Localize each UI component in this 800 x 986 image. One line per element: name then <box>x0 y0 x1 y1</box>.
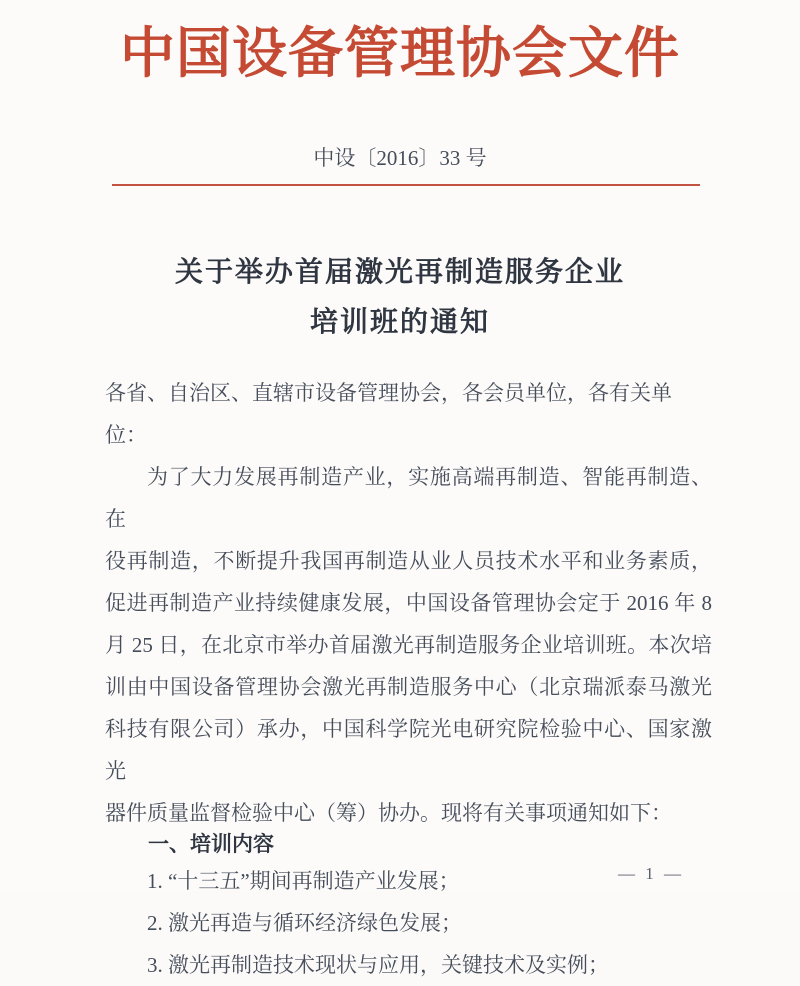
text-line: 科技有限公司）承办，中国科学院光电研究院检验中心、国家激光 <box>105 717 712 783</box>
salutation-line: 各省、自治区、直辖市设备管理协会，各会员单位，各有关单位： <box>105 381 672 447</box>
body-paragraph <box>105 456 712 834</box>
letterhead-title: 中国设备管理协会文件 <box>119 23 680 84</box>
text-line: 月 25 日，在北京市举办首届激光再制造服务企业培训班。本次培 <box>105 633 712 657</box>
page-number: — 1 — <box>618 864 684 883</box>
red-divider-rule <box>112 184 700 186</box>
text-line: 训由中国设备管理协会激光再制造服务中心（北京瑞派泰马激光 <box>105 675 712 699</box>
text-line: 为了大力发展再制造产业，实施高端再制造、智能再制造、在 <box>105 465 712 531</box>
text-line: 2. 激光再造与循环经济绿色发展； <box>147 911 462 935</box>
notice-title <box>0 248 800 348</box>
text-line: 3. 激光再制造技术现状与应用，关键技术及实例； <box>147 953 609 977</box>
document-number: 中设〔2016〕33 号 <box>313 146 487 170</box>
text-line: 役再制造，不断提升我国再制造从业人员技术水平和业务素质， <box>105 549 712 573</box>
notice-title-line-2: 培训班的通知 <box>309 307 490 338</box>
text-line: 1. “十三五”期间再制造产业发展； <box>147 869 460 893</box>
notice-title-line-1: 关于举办首届激光再制造服务企业 <box>174 257 625 288</box>
text-line: 促进再制造产业持续健康发展，中国设备管理协会定于 2016 年 8 <box>105 591 712 615</box>
section-heading-training-content: 一、培训内容 <box>148 833 274 856</box>
document-body <box>105 372 712 986</box>
text-line: 器件质量监督检验中心（筹）协办。现将有关事项通知如下： <box>105 801 672 825</box>
